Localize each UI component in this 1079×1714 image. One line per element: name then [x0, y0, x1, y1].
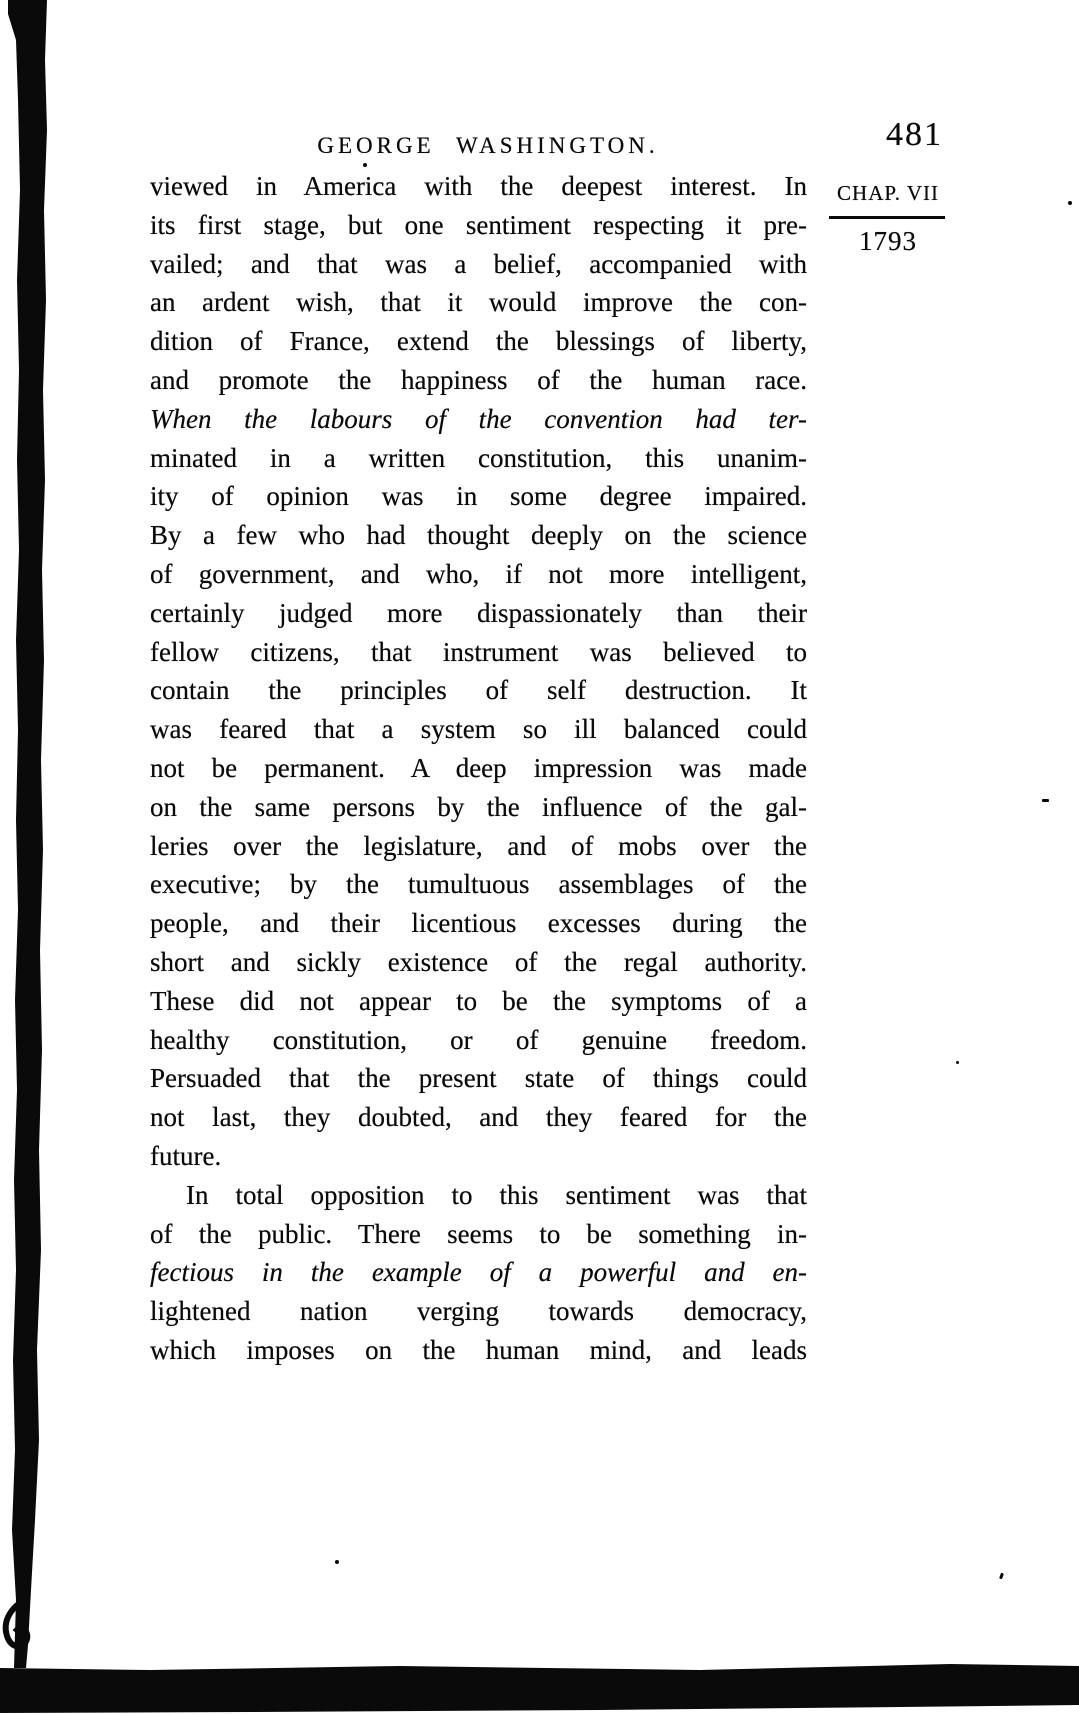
ink-speck [1042, 799, 1049, 802]
text-line: its first stage, but one sentiment respecting it pre- [150, 209, 807, 240]
text-line: contain the principles of self destruction. It [150, 675, 807, 706]
text-line: dition of France, extend the blessings of liberty, [150, 326, 807, 357]
text-line: people, and their licentious excesses during the [150, 908, 807, 939]
margin-year-note: 1793 [859, 226, 917, 256]
text-line paragraph-start: In total opposition to this sentiment was that [186, 1179, 807, 1210]
page-number: 481 [886, 116, 943, 153]
bottom-scan-band [0, 1664, 1079, 1713]
text-line: on the same persons by the influence of the gal- [150, 791, 807, 822]
text-line: of government, and who, if not more intelligent, [150, 558, 807, 589]
text-line: an ardent wish, that it would improve the con- [150, 287, 807, 318]
text-line: When the labours of the convention had ter- [150, 403, 807, 434]
text-line: vailed; and that was a belief, accompanied with [150, 248, 807, 279]
margin-note-rule [829, 216, 945, 219]
text-line: leries over the legislature, and of mobs over the [150, 830, 807, 861]
text-line: These did not appear to be the symptoms of a [150, 985, 807, 1016]
page-edge-curl [6, 1598, 28, 1647]
text-line: short and sickly existence of the regal authority. [150, 946, 807, 977]
text-line: not last, they doubted, and they feared for the [150, 1102, 807, 1133]
text-line: viewed in America with the deepest interest. In [150, 171, 807, 201]
ink-speck [363, 163, 367, 167]
ink-speck [335, 1560, 339, 1564]
text-line: fellow citizens, that instrument was believed to [150, 636, 807, 667]
text-line: healthy constitution, or of genuine freedom. [150, 1024, 807, 1055]
text-line: certainly judged more dispassionately than their [150, 597, 807, 628]
text-line: executive; by the tumultuous assemblages of the [150, 869, 807, 900]
text-line: fectious in the example of a powerful and en- [150, 1257, 807, 1288]
ink-speck [956, 1061, 959, 1064]
ink-speck [1068, 201, 1072, 205]
text-line: lightened nation verging towards democracy, [150, 1296, 807, 1327]
text-line: of the public. There seems to be something in- [150, 1218, 807, 1249]
text-line: which imposes on the human mind, and leads [150, 1334, 807, 1365]
body-text [150, 167, 807, 1370]
text-line: ity of opinion was in some degree impaired. [150, 481, 807, 512]
text-line: was feared that a system so ill balanced could [150, 714, 807, 745]
text-line: By a few who had thought deeply on the science [150, 520, 807, 551]
text-line: and promote the happiness of the human race. [150, 364, 807, 395]
text-line paragraph-end: future. [150, 1140, 222, 1171]
gutter-shadow-band [8, 0, 47, 1668]
ink-speck [999, 1573, 1004, 1580]
margin-chapter-note: CHAP. VII [837, 181, 939, 205]
running-title: GEORGE WASHINGTON. [317, 133, 659, 158]
text-line: minated in a written constitution, this unanim- [150, 442, 807, 473]
text-line: Persuaded that the present state of things could [150, 1063, 807, 1094]
text-line: not be permanent. A deep impression was made [150, 752, 807, 783]
